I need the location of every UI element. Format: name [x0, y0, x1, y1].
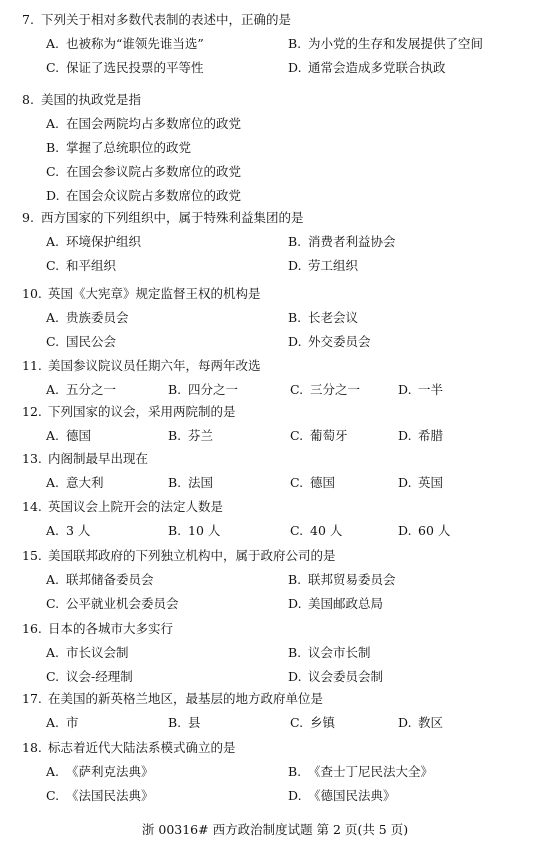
option-b	[168, 519, 220, 543]
option-text: 联邦贸易委员会	[308, 572, 396, 587]
option-b	[288, 32, 483, 56]
option-text: 三分之一	[310, 382, 361, 397]
option-letter: A.	[46, 382, 60, 397]
option-letter: A.	[46, 428, 60, 443]
option-row	[22, 306, 537, 330]
option-row	[22, 519, 537, 543]
option-letter: C.	[290, 382, 304, 397]
option-text: 《查士丁尼民法大全》	[308, 764, 434, 779]
option-letter: A.	[46, 572, 60, 587]
question-11	[22, 354, 537, 402]
option-d	[288, 784, 396, 808]
question-stem	[22, 617, 537, 641]
question-text: 下列国家的议会，采用两院制的是	[48, 404, 236, 419]
option-row	[22, 424, 537, 448]
option-text: 消费者利益协会	[308, 234, 396, 249]
option-letter: A.	[46, 715, 60, 730]
option-text: 乡镇	[310, 715, 336, 730]
option-letter: C.	[290, 428, 304, 443]
question-number: 8.	[22, 92, 34, 107]
option-text: 德国	[66, 428, 92, 443]
option-b	[288, 306, 358, 330]
question-stem	[22, 447, 537, 471]
option-text: 《德国民法典》	[308, 788, 396, 803]
option-letter: B.	[168, 382, 182, 397]
question-text: 内阁制最早出现在	[48, 451, 149, 466]
question-stem	[22, 206, 537, 230]
question-text: 英国议会上院开会的法定人数是	[48, 499, 224, 514]
question-stem	[22, 736, 537, 760]
option-d	[288, 56, 446, 80]
option-c	[46, 254, 116, 278]
option-text: 意大利	[66, 475, 104, 490]
option-letter: D.	[46, 188, 60, 203]
option-c	[290, 471, 335, 495]
question-9	[22, 206, 537, 278]
option-row	[22, 760, 537, 784]
option-text: 《法国民法典》	[66, 788, 154, 803]
question-16	[22, 617, 537, 689]
option-letter: C.	[46, 596, 60, 611]
question-stem	[22, 354, 537, 378]
question-text: 日本的各城市大多实行	[48, 621, 174, 636]
question-text: 美国联邦政府的下列独立机构中，属于政府公司的是	[48, 548, 336, 563]
option-b	[168, 711, 201, 735]
option-letter: A.	[46, 645, 60, 660]
option-text: 保证了选民投票的平等性	[66, 60, 204, 75]
question-stem	[22, 400, 537, 424]
option-letter: D.	[398, 715, 412, 730]
question-14	[22, 495, 537, 543]
question-13	[22, 447, 537, 495]
question-number: 18.	[22, 740, 42, 755]
option-text: 在国会众议院占多数席位的政党	[66, 188, 242, 203]
option-letter: B.	[288, 310, 302, 325]
option-c	[46, 330, 116, 354]
option-letter: A.	[46, 764, 60, 779]
option-c	[46, 592, 179, 616]
option-a	[46, 306, 129, 330]
option-letter: B.	[288, 764, 302, 779]
option-row	[22, 330, 537, 354]
option-text: 国民公会	[66, 334, 117, 349]
question-stem	[22, 88, 537, 112]
question-text: 美国参议院议员任期六年，每两年改选	[48, 358, 261, 373]
option-row	[22, 641, 537, 665]
option-row	[22, 711, 537, 735]
option-letter: B.	[168, 523, 182, 538]
option-b	[46, 136, 191, 160]
option-row	[22, 230, 537, 254]
option-text: 法国	[188, 475, 214, 490]
option-letter: A.	[46, 310, 60, 325]
option-a	[46, 424, 91, 448]
option-text: 芬兰	[188, 428, 214, 443]
option-row	[22, 568, 537, 592]
option-letter: C.	[46, 788, 60, 803]
option-text: 议会委员会制	[308, 669, 384, 684]
question-18	[22, 736, 537, 808]
option-letter: D.	[288, 596, 302, 611]
option-text: 和平组织	[66, 258, 117, 273]
option-letter: A.	[46, 234, 60, 249]
option-text: 长老会议	[308, 310, 359, 325]
option-row	[22, 32, 537, 56]
option-letter: C.	[46, 164, 60, 179]
option-a	[46, 471, 104, 495]
question-number: 13.	[22, 451, 42, 466]
option-letter: D.	[288, 258, 302, 273]
option-text: 议会市长制	[308, 645, 371, 660]
option-text: 60 人	[418, 523, 451, 538]
option-text: 公平就业机会委员会	[66, 596, 179, 611]
option-letter: D.	[398, 523, 412, 538]
option-row	[22, 378, 537, 402]
option-c	[46, 665, 133, 689]
option-text: 40 人	[310, 523, 343, 538]
option-text: 也被称为“谁领先谁当选”	[66, 36, 204, 51]
option-d	[398, 378, 443, 402]
option-letter: B.	[288, 572, 302, 587]
option-b	[168, 471, 213, 495]
option-text: 市长议会制	[66, 645, 129, 660]
question-number: 12.	[22, 404, 42, 419]
option-letter: C.	[46, 258, 60, 273]
option-letter: D.	[398, 382, 412, 397]
option-a	[46, 641, 129, 665]
option-letter: B.	[288, 645, 302, 660]
option-letter: D.	[398, 475, 412, 490]
question-text: 在美国的新英格兰地区，最基层的地方政府单位是	[48, 691, 324, 706]
option-text: 外交委员会	[308, 334, 371, 349]
option-letter: B.	[168, 715, 182, 730]
option-a	[46, 711, 79, 735]
option-a	[46, 112, 241, 136]
option-text: 葡萄牙	[310, 428, 348, 443]
question-text: 西方国家的下列组织中，属于特殊利益集团的是	[41, 210, 304, 225]
option-letter: A.	[46, 475, 60, 490]
option-text: 为小党的生存和发展提供了空间	[308, 36, 484, 51]
option-row	[22, 665, 537, 689]
option-letter: A.	[46, 116, 60, 131]
option-text: 英国	[418, 475, 444, 490]
option-text: 掌握了总统职位的政党	[66, 140, 192, 155]
question-8	[22, 88, 537, 208]
option-b	[288, 760, 433, 784]
option-a	[46, 32, 204, 56]
question-text: 标志着近代大陆法系模式确立的是	[48, 740, 236, 755]
option-row	[22, 56, 537, 80]
option-letter: C.	[290, 523, 304, 538]
option-d	[288, 330, 371, 354]
option-d	[288, 592, 383, 616]
option-letter: C.	[46, 60, 60, 75]
option-b	[288, 641, 371, 665]
option-c	[46, 160, 241, 184]
option-letter: C.	[290, 715, 304, 730]
option-letter: B.	[288, 234, 302, 249]
option-text: 希腊	[418, 428, 444, 443]
option-row	[22, 592, 537, 616]
question-number: 14.	[22, 499, 42, 514]
option-b	[168, 378, 238, 402]
option-text: 德国	[310, 475, 336, 490]
option-row	[22, 254, 537, 278]
option-text: 一半	[418, 382, 444, 397]
question-stem	[22, 544, 537, 568]
option-text: 通常会造成多党联合执政	[308, 60, 446, 75]
option-letter: C.	[290, 475, 304, 490]
option-row	[22, 136, 537, 160]
question-number: 10.	[22, 286, 42, 301]
question-number: 11.	[22, 358, 42, 373]
question-number: 9.	[22, 210, 34, 225]
option-d	[46, 184, 241, 208]
option-c	[290, 424, 348, 448]
question-stem	[22, 282, 537, 306]
option-letter: B.	[288, 36, 302, 51]
option-row	[22, 184, 537, 208]
option-letter: A.	[46, 523, 60, 538]
option-letter: D.	[288, 669, 302, 684]
option-text: 县	[188, 715, 201, 730]
option-row	[22, 784, 537, 808]
question-12	[22, 400, 537, 448]
question-stem	[22, 8, 537, 32]
option-text: 美国邮政总局	[308, 596, 384, 611]
option-text: 市	[66, 715, 79, 730]
option-text: 劳工组织	[308, 258, 359, 273]
option-text: 在国会参议院占多数席位的政党	[66, 164, 242, 179]
question-text: 下列关于相对多数代表制的表述中，正确的是	[41, 12, 292, 27]
option-text: 3 人	[66, 523, 91, 538]
option-letter: B.	[168, 428, 182, 443]
option-text: 《萨利克法典》	[66, 764, 154, 779]
option-row	[22, 112, 537, 136]
option-d	[398, 471, 443, 495]
option-b	[288, 230, 396, 254]
question-number: 7.	[22, 12, 34, 27]
page-footer: 浙 00316# 西方政治制度试题 第 2 页(共 5 页)	[141, 822, 409, 837]
question-7	[22, 8, 537, 80]
option-text: 四分之一	[188, 382, 239, 397]
option-a	[46, 378, 116, 402]
question-text: 英国《大宪章》规定监督王权的机构是	[48, 286, 261, 301]
option-c	[46, 56, 204, 80]
option-d	[398, 519, 450, 543]
option-text: 五分之一	[66, 382, 117, 397]
question-stem	[22, 495, 537, 519]
option-a	[46, 519, 90, 543]
option-c	[290, 711, 335, 735]
option-letter: B.	[46, 140, 60, 155]
option-letter: C.	[46, 669, 60, 684]
option-text: 教区	[418, 715, 444, 730]
option-row	[22, 160, 537, 184]
option-a	[46, 760, 154, 784]
option-text: 环境保护组织	[66, 234, 142, 249]
option-c	[46, 784, 154, 808]
question-17	[22, 687, 537, 735]
option-text: 贵族委员会	[66, 310, 129, 325]
option-letter: B.	[168, 475, 182, 490]
question-number: 16.	[22, 621, 42, 636]
question-number: 15.	[22, 548, 42, 563]
option-letter: A.	[46, 36, 60, 51]
option-text: 10 人	[188, 523, 221, 538]
option-row	[22, 471, 537, 495]
option-letter: D.	[288, 60, 302, 75]
question-stem	[22, 687, 537, 711]
option-b	[288, 568, 396, 592]
option-a	[46, 230, 141, 254]
option-text: 议会-经理制	[66, 669, 133, 684]
option-text: 在国会两院均占多数席位的政党	[66, 116, 242, 131]
question-15	[22, 544, 537, 616]
option-c	[290, 519, 342, 543]
option-text: 联邦储备委员会	[66, 572, 154, 587]
question-10	[22, 282, 537, 354]
option-d	[398, 711, 443, 735]
question-text: 美国的执政党是指	[41, 92, 142, 107]
option-d	[288, 254, 358, 278]
option-c	[290, 378, 360, 402]
option-letter: C.	[46, 334, 60, 349]
option-d	[288, 665, 383, 689]
option-b	[168, 424, 213, 448]
question-number: 17.	[22, 691, 42, 706]
option-letter: D.	[288, 788, 302, 803]
option-letter: D.	[288, 334, 302, 349]
option-a	[46, 568, 154, 592]
option-letter: D.	[398, 428, 412, 443]
option-d	[398, 424, 443, 448]
